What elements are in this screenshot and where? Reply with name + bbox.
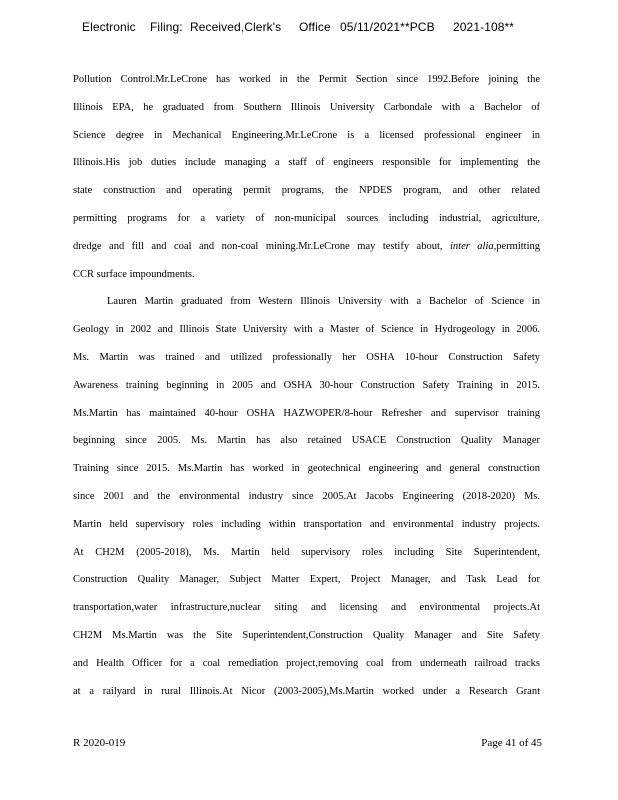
header-docket: 2021-108** <box>453 20 515 34</box>
body-line: Construction Quality Manager, Subject Matter Expert, Project Manager, and Task Lead for <box>73 574 540 586</box>
body-line: state construction and operating permit programs, the NPDES program, and other related <box>73 185 540 197</box>
body-line: Ms. Martin was trained and utilized professionally her OSHA 10-hour Construction Safety <box>73 351 540 363</box>
header-office: Office <box>299 20 331 34</box>
header-electronic: Electronic <box>82 20 136 34</box>
document-body <box>73 66 540 705</box>
body-line: since 2001 and the environmental industry since 2005.At Jacobs Engineering (2018-2020) Ms. <box>73 490 540 502</box>
body-line: at a railyard in rural Illinois.At Nicor (2003-2005),Ms.Martin worked under a Research Grant <box>73 685 540 697</box>
body-line: Lauren Martin graduated from Western Illinois University with a Bachelor of Science in <box>107 296 540 308</box>
body-line <box>73 233 540 261</box>
body-line-text: ,permitting <box>493 240 540 252</box>
body-line: permitting programs for a variety of non-municipal sources including industrial, agriculture, <box>73 212 540 224</box>
header-received: Received,Clerk's <box>190 20 282 34</box>
header-date: 05/11/2021**PCB <box>340 20 435 34</box>
body-line: CH2M Ms.Martin was the Site Superintendent,Construction Quality Manager and Site Safety <box>73 629 540 641</box>
body-line: beginning since 2005. Ms. Martin has also retained USACE Construction Quality Manager <box>73 435 540 447</box>
body-line: Illinois.His job duties include managing a staff of engineers responsible for implementing the <box>73 157 540 169</box>
body-line: CCR surface impoundments. <box>73 268 195 280</box>
body-line: Martin held supervisory roles including within transportation and environmental industry projects. <box>73 518 540 530</box>
case-number: R 2020-019 <box>73 737 126 749</box>
body-line: Science degree in Mechanical Engineering.Mr.LeCrone is a licensed professional engineer in <box>73 129 540 141</box>
page-number: Page 41 of 45 <box>481 737 542 749</box>
body-line: Ms.Martin has maintained 40-hour OSHA HAZWOPER/8-hour Refresher and supervisor training <box>73 407 540 419</box>
body-line: Illinois EPA, he graduated from Southern Illinois University Carbondale with a Bachelor of <box>73 101 540 113</box>
italic-phrase: inter alia <box>449 240 494 252</box>
body-line: Geology in 2002 and Illinois State University with a Master of Science in Hydrogeology in 2006. <box>73 324 540 336</box>
body-line: Awareness training beginning in 2005 and OSHA 30-hour Construction Safety Training in 2015. <box>73 379 540 391</box>
body-line: Pollution Control.Mr.LeCrone has worked in the Permit Section since 1992.Before joining the <box>73 74 540 85</box>
body-line: transportation,water infrastructure,nuclear siting and licensing and environmental projects.At <box>73 602 540 614</box>
body-line-text: dredge and fill and coal and non-coal mining.Mr.LeCrone may testify about, <box>73 240 443 252</box>
body-line: Training since 2015. Ms.Martin has worked in geotechnical engineering and general construction <box>73 463 540 475</box>
body-line: and Health Officer for a coal remediation project,removing coal from underneath railroad tracks <box>73 657 540 669</box>
header-filing: Filing: <box>150 20 183 34</box>
body-line: At CH2M (2005-2018), Ms. Martin held supervisory roles including Site Superintendent, <box>73 546 540 558</box>
